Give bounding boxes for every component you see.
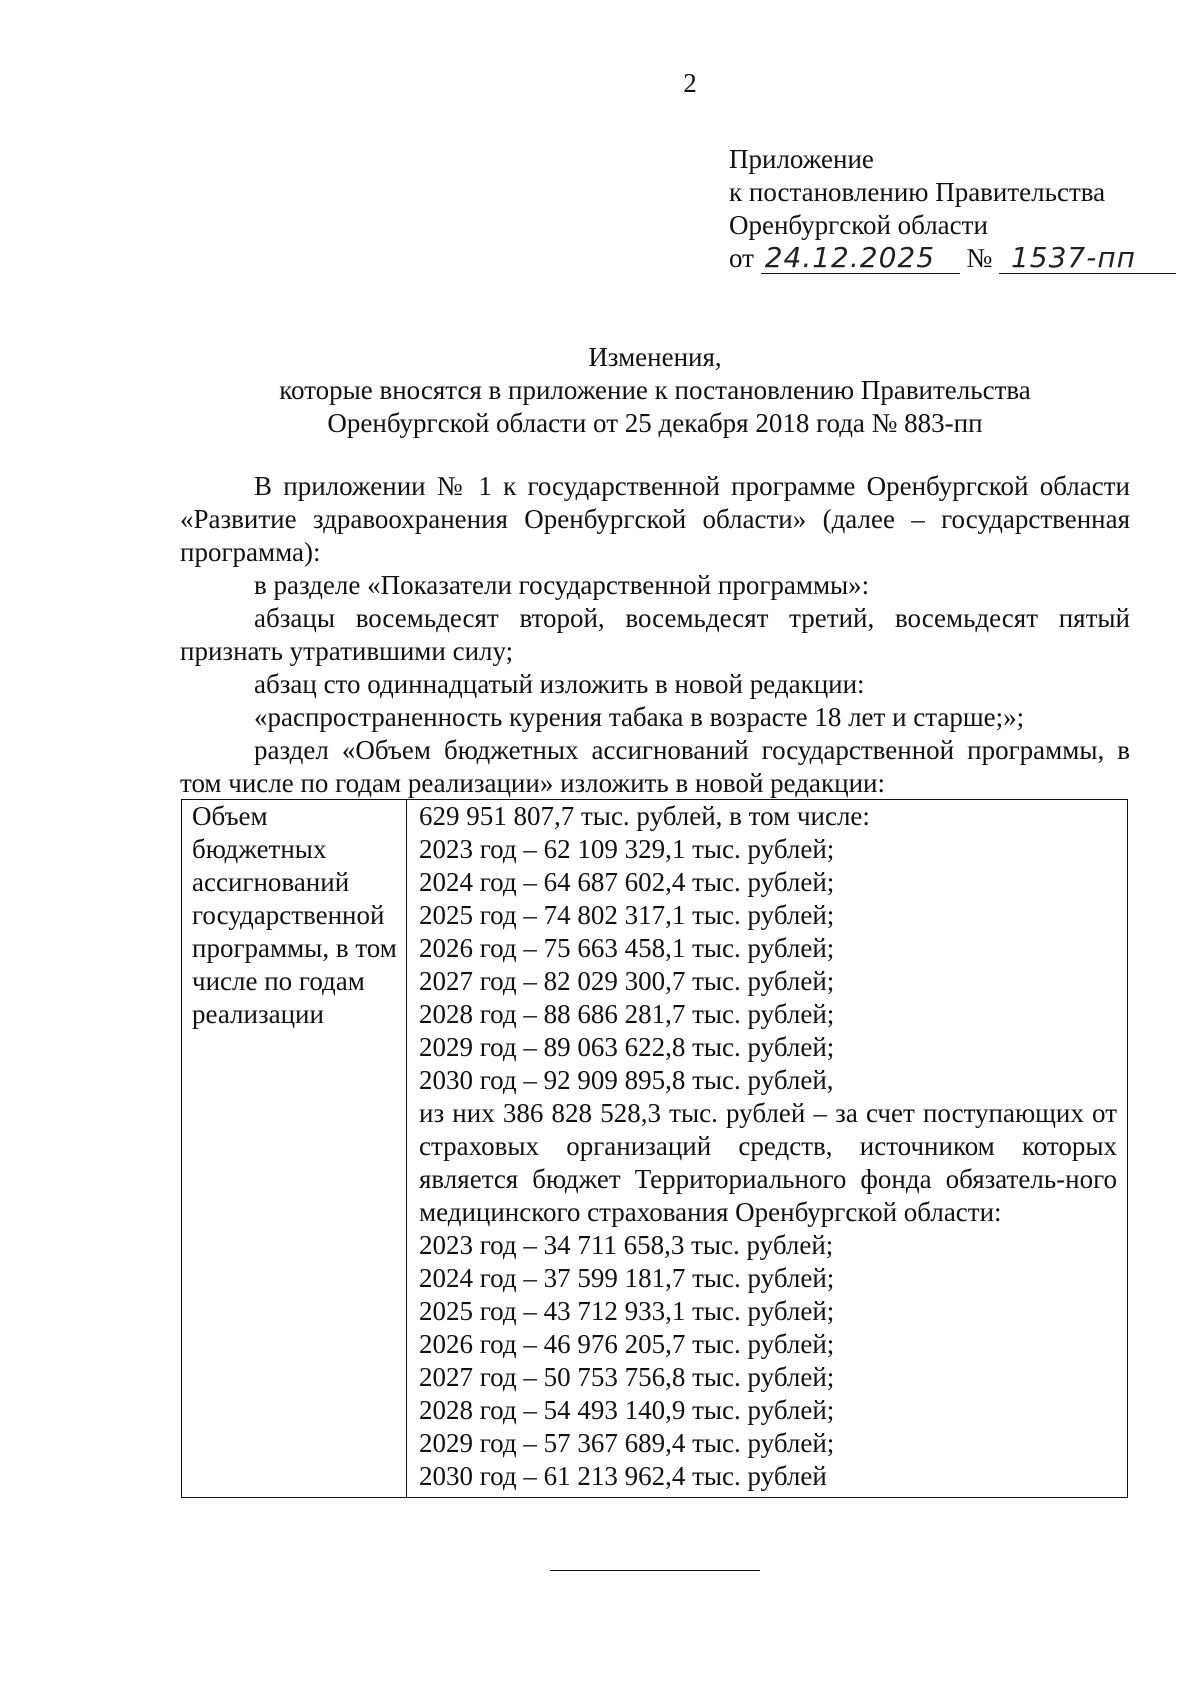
insurance-year-amount: 2026 год – 46 976 205,7 тыс. рублей; bbox=[419, 1329, 835, 1359]
appendix-line: Приложение bbox=[729, 144, 874, 174]
body-paragraph: в разделе «Показатели государственной программы»: bbox=[254, 570, 870, 600]
budget-table bbox=[181, 799, 1128, 1498]
insurance-year-amount: 2028 год – 54 493 140,9 тыс. рублей; bbox=[419, 1395, 835, 1425]
number-sign: № bbox=[966, 243, 993, 273]
label-line: бюджетных bbox=[192, 834, 327, 864]
year-amount: 2030 год – 92 909 895,8 тыс. рублей, bbox=[419, 1065, 834, 1095]
title-line: которые вносятся в приложение к постановлению Правительства bbox=[279, 375, 1031, 405]
appendix-date-number-row bbox=[729, 242, 1176, 275]
label-line: программы, в том bbox=[192, 933, 397, 963]
year-amount: 2023 год – 62 109 329,1 тыс. рублей; bbox=[419, 834, 835, 864]
body-paragraph: абзацы восемьдесят второй, восемьдесят третий, восемьдесят пятый признать утратившими силу; bbox=[180, 603, 1130, 666]
year-amount: 2027 год – 82 029 300,7 тыс. рублей; bbox=[419, 966, 835, 996]
handwritten-date: 24.12.2025 bbox=[761, 243, 960, 274]
year-amount: 2026 год – 75 663 458,1 тыс. рублей; bbox=[419, 933, 835, 963]
year-amount: 2024 год – 64 687 602,4 тыс. рублей; bbox=[419, 867, 835, 897]
table-value-cell bbox=[407, 800, 1128, 1498]
year-amount: 2028 год – 88 686 281,7 тыс. рублей; bbox=[419, 999, 835, 1029]
table-row bbox=[182, 800, 1128, 1498]
body-paragraph: раздел «Объем бюджетных ассигнований государственной программы, в том числе по годам реализации» изложить в новой редакции: bbox=[180, 735, 1130, 798]
insurance-note: из них 386 828 528,3 тыс. рублей – за счет поступающих от страховых организаций средств, источником которых является бюджет Территориального фонда обязатель-ного медицинского страхования Оренбургской области: bbox=[419, 1098, 1117, 1227]
insurance-year-amount: 2024 год – 37 599 181,7 тыс. рублей; bbox=[419, 1263, 835, 1293]
total-amount: 629 951 807,7 тыс. рублей, в том числе: bbox=[419, 801, 870, 831]
insurance-year-amount: 2027 год – 50 753 756,8 тыс. рублей; bbox=[419, 1362, 835, 1392]
year-amount: 2025 год – 74 802 317,1 тыс. рублей; bbox=[419, 900, 835, 930]
label-line: реализации bbox=[192, 999, 324, 1029]
body-paragraph: абзац сто одиннадцатый изложить в новой редакции: bbox=[254, 669, 865, 699]
appendix-line: Оренбургской области bbox=[729, 210, 988, 240]
appendix-header bbox=[729, 143, 1176, 275]
year-amount: 2029 год – 89 063 622,8 тыс. рублей; bbox=[419, 1032, 835, 1062]
label-line: ассигнований bbox=[192, 867, 350, 897]
label-line: числе по годам bbox=[192, 966, 365, 996]
closing-rule bbox=[550, 1570, 760, 1571]
appendix-line: к постановлению Правительства bbox=[729, 177, 1106, 207]
document-title bbox=[180, 341, 1130, 440]
document-body bbox=[180, 470, 1130, 800]
insurance-year-amount: 2025 год – 43 712 933,1 тыс. рублей; bbox=[419, 1296, 835, 1326]
date-prefix: от bbox=[729, 243, 754, 273]
label-line: Объем bbox=[192, 801, 268, 831]
label-line: государственной bbox=[192, 900, 385, 930]
insurance-year-amount: 2030 год – 61 213 962,4 тыс. рублей bbox=[419, 1461, 827, 1491]
title-heading: Изменения, bbox=[588, 342, 722, 372]
page-number: 2 bbox=[683, 68, 697, 98]
table-label-cell bbox=[182, 800, 407, 1498]
insurance-year-amount: 2023 год – 34 711 658,3 тыс. рублей; bbox=[419, 1230, 834, 1260]
title-line: Оренбургской области от 25 декабря 2018 года № 883-пп bbox=[327, 408, 983, 438]
body-paragraph: В приложении № 1 к государственной программе Оренбургской области «Развитие здравоохранения Оренбургской области» (далее – государственная программа): bbox=[180, 471, 1130, 567]
body-paragraph: «распространенность курения табака в возрасте 18 лет и старше;»; bbox=[254, 702, 1025, 732]
insurance-year-amount: 2029 год – 57 367 689,4 тыс. рублей; bbox=[419, 1428, 835, 1458]
handwritten-number: 1537-пп bbox=[999, 243, 1176, 274]
